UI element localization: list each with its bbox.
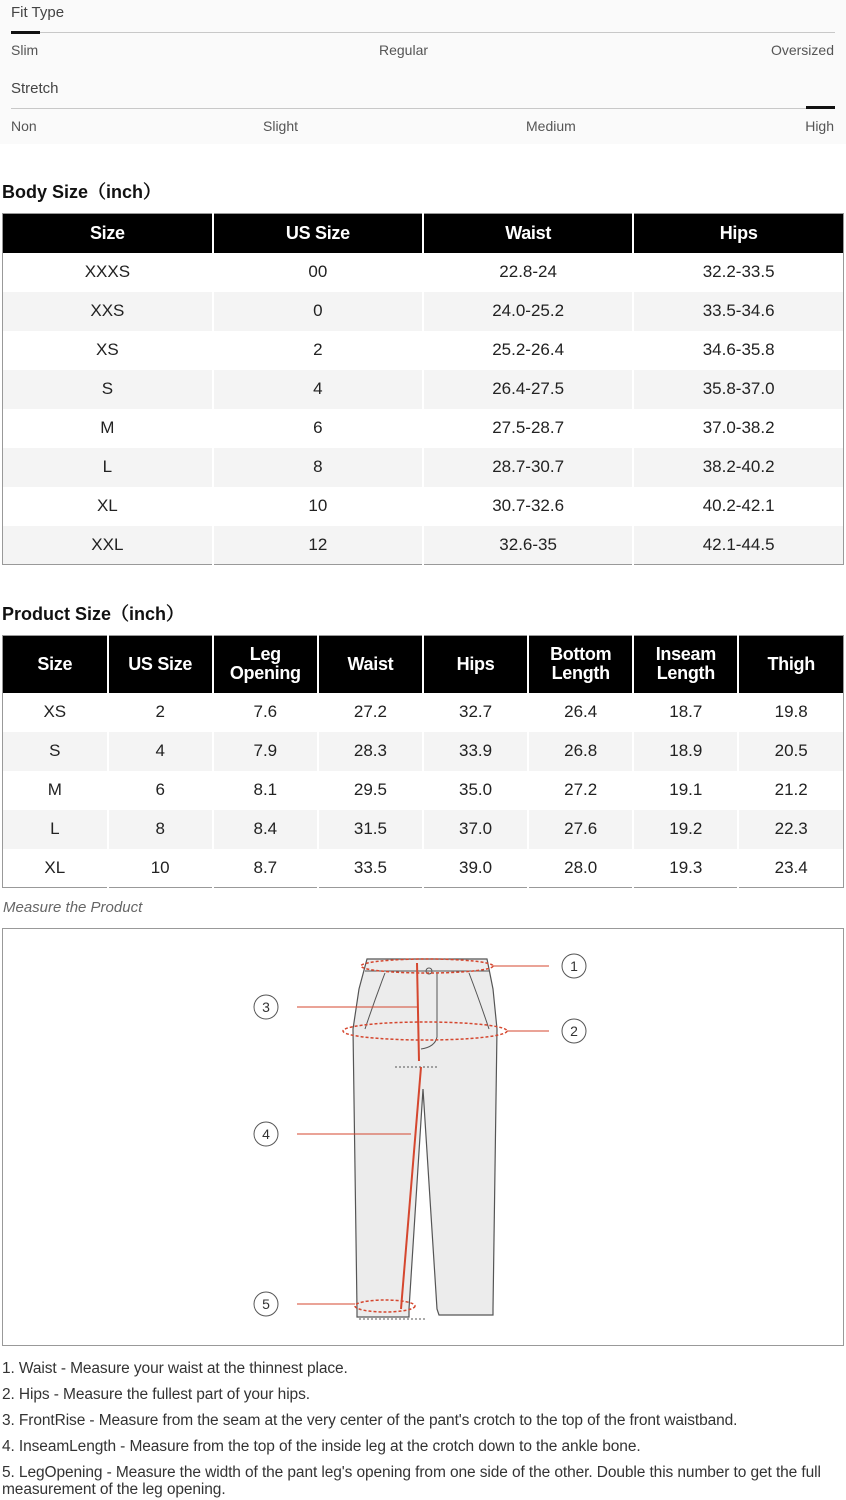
product-size-header-text: Length xyxy=(551,663,610,684)
marker-3 xyxy=(254,995,278,1019)
body-size-header-cell: Waist xyxy=(423,214,633,253)
product-size-cell: S xyxy=(3,732,108,771)
body-size-row xyxy=(3,253,844,292)
product-size-cell: 8 xyxy=(108,810,213,849)
product-size-cell: 18.9 xyxy=(633,732,738,771)
body-size-row xyxy=(3,370,844,409)
product-size-cell: 31.5 xyxy=(318,810,423,849)
product-size-header-cell xyxy=(423,636,528,693)
stretch-option-high: High xyxy=(805,118,834,134)
pants-illustration xyxy=(3,929,845,1347)
body-size-cell: 4 xyxy=(213,370,423,409)
fit-type-option-regular: Regular xyxy=(379,42,429,58)
measure-caption: Measure the Product xyxy=(3,899,143,916)
product-size-header-row xyxy=(3,636,844,693)
body-size-header-cell: US Size xyxy=(213,214,423,253)
product-size-cell: 19.3 xyxy=(633,849,738,888)
marker-4 xyxy=(254,1122,278,1146)
product-size-header-text: Thigh xyxy=(767,653,815,674)
product-size-row xyxy=(3,693,844,732)
body-size-row xyxy=(3,409,844,448)
product-size-cell: 10 xyxy=(108,849,213,888)
measurement-notes xyxy=(2,1360,844,1500)
product-size-header-cell xyxy=(213,636,318,693)
product-size-header-text: Size xyxy=(37,653,73,674)
product-size-cell: 33.5 xyxy=(318,849,423,888)
product-size-cell: 32.7 xyxy=(423,693,528,732)
product-size-header-cell xyxy=(633,636,738,693)
product-size-row xyxy=(3,771,844,810)
body-size-table xyxy=(2,213,844,565)
measurement-note-5: 5. LegOpening - Measure the width of the pant leg's opening from one side of the other. Double this number to get the full measurement of the leg opening. xyxy=(2,1464,821,1498)
body-size-cell: 40.2-42.1 xyxy=(633,487,843,526)
product-size-cell: 29.5 xyxy=(318,771,423,810)
product-size-title: Product Size（inch） xyxy=(2,604,185,624)
marker-2 xyxy=(562,1019,586,1043)
product-size-header-cell xyxy=(318,636,423,693)
product-size-header-cell xyxy=(108,636,213,693)
product-size-row xyxy=(3,849,844,888)
marker-4-label: 4 xyxy=(262,1126,270,1142)
body-size-cell: XXL xyxy=(3,526,213,565)
product-size-header-text: Length xyxy=(656,663,715,684)
body-size-cell: 26.4-27.5 xyxy=(423,370,633,409)
body-size-cell: 38.2-40.2 xyxy=(633,448,843,487)
product-size-header-cell xyxy=(3,636,108,693)
body-size-cell: L xyxy=(3,448,213,487)
body-size-cell: XXS xyxy=(3,292,213,331)
body-size-cell: 8 xyxy=(213,448,423,487)
product-size-cell: L xyxy=(3,810,108,849)
body-size-cell: XL xyxy=(96,496,118,515)
product-size-row xyxy=(3,810,844,849)
fit-type-option-oversized: Oversized xyxy=(770,42,834,58)
product-size-cell: 39.0 xyxy=(423,849,528,888)
measurement-note-3: 3. FrontRise - Measure from the seam at the very center of the pant's crotch to the top of the front waistband. xyxy=(2,1412,738,1429)
stretch-track xyxy=(11,108,835,109)
body-size-cell: M xyxy=(100,418,115,437)
body-size-cell: 22.8-24 xyxy=(423,253,633,292)
fit-type-option-slim: Slim xyxy=(11,42,39,58)
product-size-cell: 19.8 xyxy=(738,693,843,732)
body-size-cell: 35.8-37.0 xyxy=(633,370,843,409)
body-size-cell: 34.6-35.8 xyxy=(633,331,843,370)
product-size-header-text: US Size xyxy=(128,653,193,674)
body-size-cell: 28.7-30.7 xyxy=(423,448,633,487)
product-size-cell: 8.1 xyxy=(213,771,318,810)
product-size-cell: 8.4 xyxy=(213,810,318,849)
product-size-header-text: Hips xyxy=(456,653,495,674)
product-size-cell: 37.0 xyxy=(423,810,528,849)
product-size-cell: 8.7 xyxy=(213,849,318,888)
body-size-cell: 2 xyxy=(213,331,423,370)
product-size-header-text: Waist xyxy=(347,653,394,674)
body-size-header-cell: Hips xyxy=(633,214,843,253)
stretch-option-medium: Medium xyxy=(526,118,576,134)
product-size-cell: 20.5 xyxy=(738,732,843,771)
product-size-row xyxy=(3,732,844,771)
product-size-cell: 28.0 xyxy=(528,849,633,888)
body-size-cell: 00 xyxy=(213,253,423,292)
marker-5-label: 5 xyxy=(262,1296,270,1312)
body-size-cell: 32.6-35 xyxy=(423,526,633,565)
product-size-cell: 6 xyxy=(108,771,213,810)
marker-2-label: 2 xyxy=(570,1023,578,1039)
product-size-cell: 7.6 xyxy=(213,693,318,732)
marker-1-label: 1 xyxy=(570,958,578,974)
measurement-note-1: 1. Waist - Measure your waist at the thinnest place. xyxy=(2,1360,348,1377)
product-size-cell: 28.3 xyxy=(318,732,423,771)
product-size-cell: 33.9 xyxy=(423,732,528,771)
body-size-title: Body Size（inch） xyxy=(2,182,162,202)
body-size-cell: 30.7-32.6 xyxy=(423,487,633,526)
product-size-cell: 19.1 xyxy=(633,771,738,810)
stretch-option-slight: Slight xyxy=(263,118,299,134)
measurement-note-4: 4. InseamLength - Measure from the top of the inside leg at the crotch down to the ankle bone. xyxy=(2,1438,641,1455)
product-size-cell: 18.7 xyxy=(633,693,738,732)
stretch-marker xyxy=(806,106,835,109)
measurement-note-2: 2. Hips - Measure the fullest part of your hips. xyxy=(2,1386,310,1403)
body-size-row xyxy=(3,448,844,487)
body-size-cell: 0 xyxy=(213,292,423,331)
body-size-cell: 25.2-26.4 xyxy=(423,331,633,370)
fit-type-track xyxy=(11,32,835,33)
product-size-table xyxy=(2,635,844,888)
measure-diagram xyxy=(2,928,844,1346)
product-size-header-text: Bottom xyxy=(550,644,612,665)
body-size-cell: 32.2-33.5 xyxy=(633,253,843,292)
product-size-cell: 27.2 xyxy=(528,771,633,810)
body-size-cell: 37.0-38.2 xyxy=(633,409,843,448)
product-size-cell: 35.0 xyxy=(423,771,528,810)
body-size-row xyxy=(3,292,844,331)
product-size-cell: 21.2 xyxy=(738,771,843,810)
product-size-header-text: Leg xyxy=(249,644,281,665)
body-size-cell: 12 xyxy=(213,526,423,565)
marker-1 xyxy=(562,954,586,978)
product-size-cell: 27.2 xyxy=(318,693,423,732)
product-size-cell: 7.9 xyxy=(213,732,318,771)
product-size-cell: 27.6 xyxy=(528,810,633,849)
product-size-cell: 26.4 xyxy=(528,693,633,732)
marker-3-label: 3 xyxy=(262,999,270,1015)
body-size-row xyxy=(3,487,844,526)
pants-outline xyxy=(353,959,497,1317)
body-size-cell: 6 xyxy=(213,409,423,448)
product-size-cell: 4 xyxy=(108,732,213,771)
body-size-row xyxy=(3,331,844,370)
fit-type-marker xyxy=(11,31,40,34)
body-size-cell: 27.5-28.7 xyxy=(423,409,633,448)
body-size-cell: 42.1-44.5 xyxy=(633,526,843,565)
body-size-cell: S xyxy=(3,370,213,409)
body-size-header-cell: Size xyxy=(3,214,213,253)
product-size-cell: 26.8 xyxy=(528,732,633,771)
product-size-cell: 23.4 xyxy=(738,849,843,888)
body-size-cell: 33.5-34.6 xyxy=(633,292,843,331)
product-size-cell: 22.3 xyxy=(738,810,843,849)
body-size-cell: XS xyxy=(96,340,119,359)
product-size-header-text: Inseam xyxy=(655,644,716,665)
body-size-cell: XXXS xyxy=(84,262,131,281)
stretch-option-non: Non xyxy=(11,118,37,134)
product-size-cell: 2 xyxy=(108,693,213,732)
marker-5 xyxy=(254,1292,278,1316)
body-size-cell: 10 xyxy=(213,487,423,526)
body-size-cell: 24.0-25.2 xyxy=(423,292,633,331)
fit-panel xyxy=(0,0,846,144)
stretch-title: Stretch xyxy=(11,80,59,97)
fit-type-title: Fit Type xyxy=(11,4,65,21)
product-size-cell: M xyxy=(47,780,62,799)
product-size-cell: 19.2 xyxy=(633,810,738,849)
body-size-header-row xyxy=(3,214,844,253)
product-size-cell: XL xyxy=(44,857,66,877)
product-size-header-cell xyxy=(738,636,843,693)
product-size-header-text: Opening xyxy=(229,663,301,684)
product-size-header-cell xyxy=(528,636,633,693)
body-size-row xyxy=(3,526,844,565)
product-size-cell: XS xyxy=(43,702,67,721)
